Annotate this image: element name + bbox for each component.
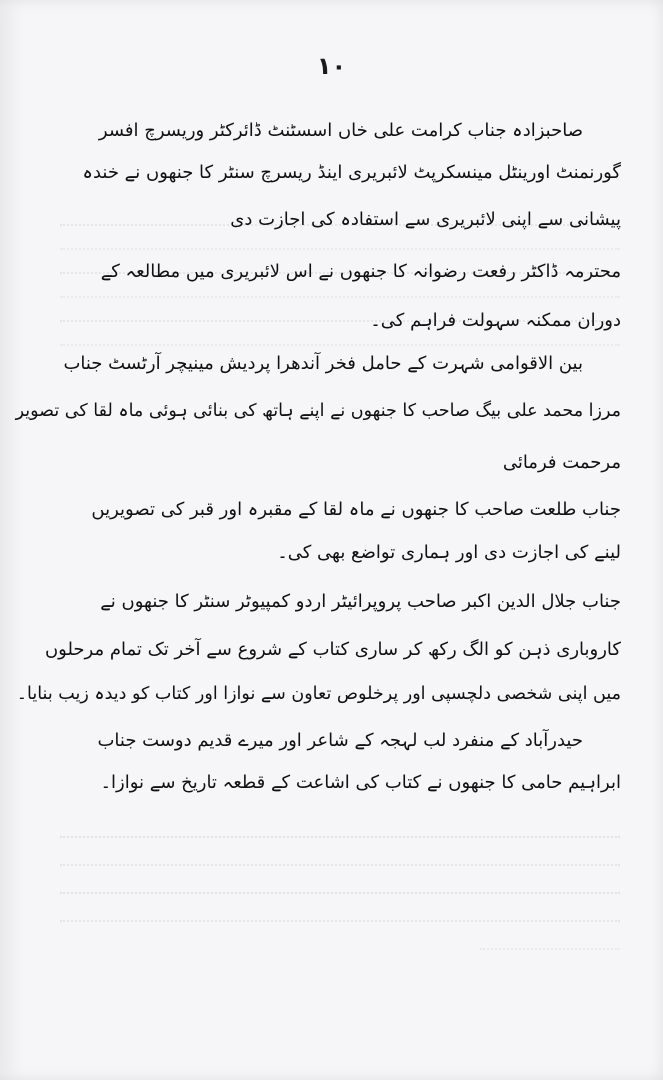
text-line: مرحمت فرمائی [502,452,621,473]
text-line: لینے کی اجازت دی اور ہماری تواضع بھی کی۔ [277,542,621,563]
text-line: پیشانی سے اپنی لائبریری سے استفادہ کی اجازت دی [230,209,621,230]
text-line: مرزا محمد علی بیگ صاحب کا جنھوں نے اپنے ہاتھ کی بنائی ہوئی ماہ لقا کی تصویر [15,401,621,421]
text-line: حیدرآباد کے منفرد لب لہجہ کے شاعر اور میرے قدیم دوست جناب [97,730,583,751]
text-line: صاحبزادہ جناب کرامت علی خاں اسسٹنٹ ڈائرکٹر وریسرچ افسر [98,120,583,141]
text-line: گورنمنٹ اورینٹل مینسکرپٹ لائبریری اینڈ ریسرچ سنٹر کا جنھوں نے خندہ [82,162,621,183]
text-line: ابراہیم حامی کا جنھوں نے کتاب کی اشاعت کے قطعہ تاریخ سے نوازا۔ [100,772,621,793]
text-line: جناب طلعت صاحب کا جنھوں نے ماہ لقا کے مقبرہ اور قبر کی تصویریں [91,499,621,520]
text-line: جناب جلال الدین اکبر صاحب پروپرائیٹر اردو کمپیوٹر سنٹر کا جنھوں نے [100,591,621,612]
text-line: دوران ممکنہ سہولت فراہم کی۔ [370,310,621,331]
page-number: ۱۰ [316,52,347,80]
show-through-texture-lower [60,820,620,1020]
text-line: میں اپنی شخصی دلچسپی اور پرخلوص تعاون سے نوازا اور کتاب کو دیدہ زیب بنایا۔ [16,684,621,704]
show-through-texture [60,210,620,470]
text-line: کاروباری ذہن کو الگ رکھ کر ساری کتاب کے شروع سے آخر تک تمام مرحلوں [44,639,621,660]
text-line: بین الاقوامی شہرت کے حامل فخر آندھرا پردیش مینیچر آرٹسٹ جناب [63,353,583,374]
text-line: محترمہ ڈاکٹر رفعت رضوانہ کا جنھوں نے اس لائبریری میں مطالعہ کے [100,261,621,282]
